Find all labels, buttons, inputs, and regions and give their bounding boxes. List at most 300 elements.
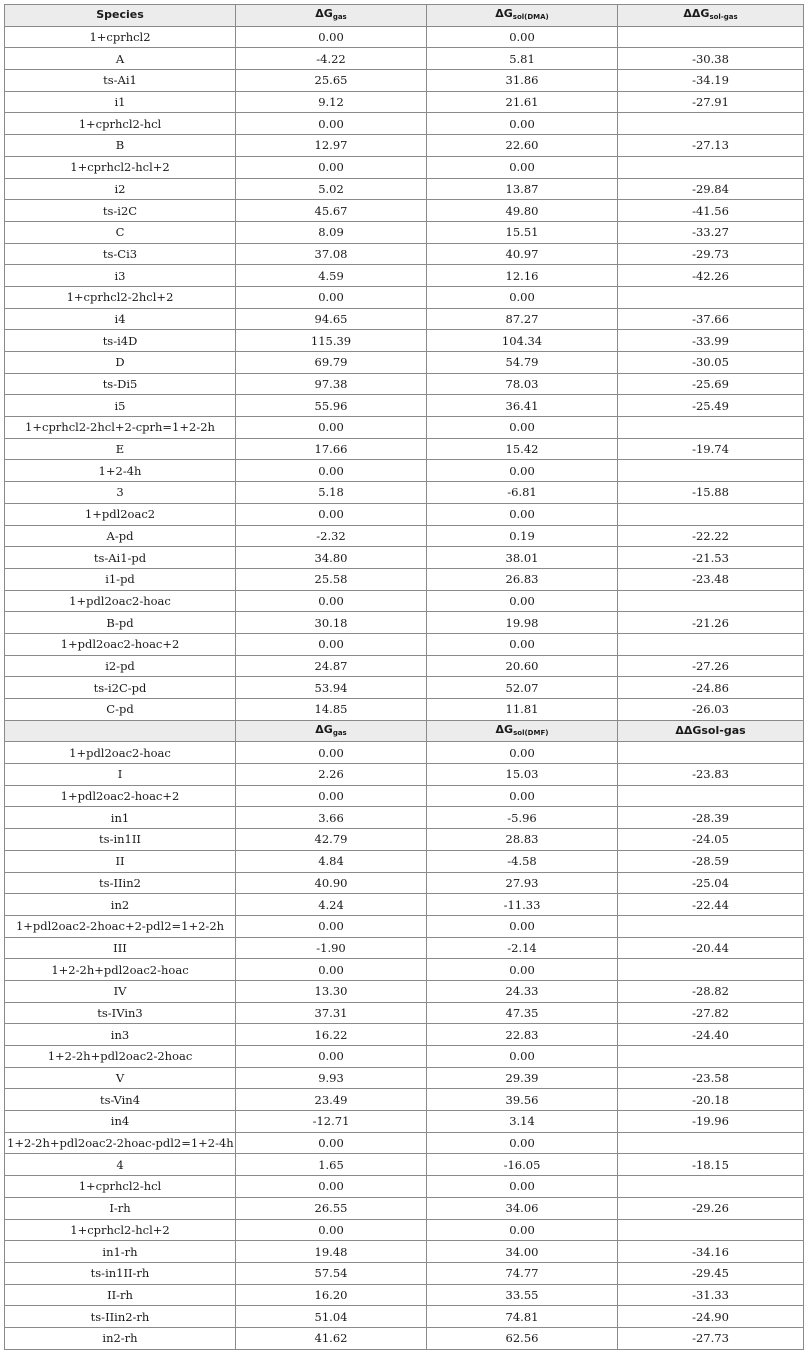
g-gas-cell: 12.97 <box>236 135 427 157</box>
table-row <box>5 352 804 374</box>
table-row <box>5 1306 804 1328</box>
g-gas-cell: 9.12 <box>236 91 427 113</box>
g-gas-cell: 0.00 <box>236 1046 427 1068</box>
g-gas-cell: 13.30 <box>236 980 427 1002</box>
species-cell: V <box>5 1067 236 1089</box>
species-cell: in2-rh <box>5 1327 236 1349</box>
table-row <box>5 959 804 981</box>
g-sol-cell: 12.16 <box>427 265 618 287</box>
g-gas-cell: 0.00 <box>236 633 427 655</box>
g-sol-cell: -5.96 <box>427 807 618 829</box>
g-sol-cell: 0.00 <box>427 915 618 937</box>
dd-g-cell: -23.83 <box>618 764 804 786</box>
species-cell: ts-IVin3 <box>5 1002 236 1024</box>
g-gas-cell: 53.94 <box>236 677 427 699</box>
species-cell: 4 <box>5 1154 236 1176</box>
g-gas-cell: 4.59 <box>236 265 427 287</box>
dd-g-cell: -15.88 <box>618 482 804 504</box>
g-gas-cell: 3.66 <box>236 807 427 829</box>
table-row <box>5 1067 804 1089</box>
g-sol-cell: 0.00 <box>427 590 618 612</box>
dd-g-cell: -24.90 <box>618 1306 804 1328</box>
dd-g-cell: -33.99 <box>618 330 804 352</box>
table-row <box>5 1089 804 1111</box>
dd-g-cell <box>618 1132 804 1154</box>
g-sol-cell: 0.00 <box>427 785 618 807</box>
g-gas-cell: 0.00 <box>236 286 427 308</box>
species-cell: I <box>5 764 236 786</box>
species-cell: ts-Ci3 <box>5 243 236 265</box>
g-gas-cell: 19.48 <box>236 1241 427 1263</box>
g-sol-cell: 5.81 <box>427 48 618 70</box>
g-sol-cell: 22.60 <box>427 135 618 157</box>
g-gas-cell: 0.00 <box>236 503 427 525</box>
g-gas-cell: 94.65 <box>236 308 427 330</box>
species-cell: ts-i2C-pd <box>5 677 236 699</box>
table-row <box>5 677 804 699</box>
dd-g-cell: -25.49 <box>618 395 804 417</box>
dd-g-cell: -25.69 <box>618 373 804 395</box>
species-cell: 1+pdl2oac2-hoac <box>5 742 236 764</box>
table-row <box>5 1327 804 1349</box>
header-g-gas: $\Delta G_{gas}$ <box>236 5 427 27</box>
g-sol-cell: 21.61 <box>427 91 618 113</box>
species-cell: ts-i2C <box>5 200 236 222</box>
species-cell: B <box>5 135 236 157</box>
g-gas-cell: 0.00 <box>236 156 427 178</box>
dd-g-cell: -21.53 <box>618 547 804 569</box>
species-cell: 1+cprhcl2-hcl+2 <box>5 1219 236 1241</box>
table-row <box>5 438 804 460</box>
g-sol-cell: 31.86 <box>427 70 618 92</box>
header-g-gas: $\Delta G_{gas}$ <box>236 720 427 742</box>
g-gas-cell: 9.93 <box>236 1067 427 1089</box>
table-row <box>5 785 804 807</box>
table-row <box>5 200 804 222</box>
g-gas-cell: 55.96 <box>236 395 427 417</box>
g-gas-cell: 1.65 <box>236 1154 427 1176</box>
species-cell: 1+2-2h+pdl2oac2-hoac <box>5 959 236 981</box>
g-sol-cell: -4.58 <box>427 850 618 872</box>
dd-g-cell: -30.38 <box>618 48 804 70</box>
dd-g-cell: -22.44 <box>618 894 804 916</box>
dd-g-cell: -28.59 <box>618 850 804 872</box>
dd-g-cell: -27.73 <box>618 1327 804 1349</box>
g-gas-cell: 0.00 <box>236 1219 427 1241</box>
g-sol-cell: 39.56 <box>427 1089 618 1111</box>
g-sol-cell: 0.00 <box>427 503 618 525</box>
g-sol-cell: 15.51 <box>427 221 618 243</box>
dd-g-cell <box>618 156 804 178</box>
species-cell: i5 <box>5 395 236 417</box>
dd-g-cell: -30.05 <box>618 352 804 374</box>
species-cell: II-rh <box>5 1284 236 1306</box>
table-row <box>5 568 804 590</box>
g-sol-cell: 19.98 <box>427 612 618 634</box>
dd-g-cell: -23.48 <box>618 568 804 590</box>
table-row <box>5 178 804 200</box>
g-gas-cell: -2.32 <box>236 525 427 547</box>
species-cell: 1+2-2h+pdl2oac2-2hoac-pdl2=1+2-4h <box>5 1132 236 1154</box>
species-cell: ts-IIin2 <box>5 872 236 894</box>
table-row <box>5 26 804 48</box>
table-row <box>5 764 804 786</box>
g-sol-cell: 20.60 <box>427 655 618 677</box>
species-cell: 1+cprhcl2-2hcl+2-cprh=1+2-2h <box>5 417 236 439</box>
dd-g-cell <box>618 915 804 937</box>
dd-g-cell <box>618 1046 804 1068</box>
g-gas-cell: 0.00 <box>236 959 427 981</box>
g-sol-cell: 47.35 <box>427 1002 618 1024</box>
g-sol-cell: 0.00 <box>427 633 618 655</box>
g-sol-cell: 0.00 <box>427 1176 618 1198</box>
dd-g-cell: -19.74 <box>618 438 804 460</box>
g-sol-cell: -16.05 <box>427 1154 618 1176</box>
g-sol-cell: 15.03 <box>427 764 618 786</box>
species-cell: 1+2-4h <box>5 460 236 482</box>
table-row <box>5 699 804 721</box>
g-sol-cell: 104.34 <box>427 330 618 352</box>
free-energy-table <box>4 4 804 1350</box>
g-gas-cell: 17.66 <box>236 438 427 460</box>
g-gas-cell: 16.20 <box>236 1284 427 1306</box>
table-row <box>5 265 804 287</box>
g-gas-cell: 41.62 <box>236 1327 427 1349</box>
species-cell: i1-pd <box>5 568 236 590</box>
table-row <box>5 503 804 525</box>
table-row <box>5 829 804 851</box>
table-row <box>5 48 804 70</box>
g-sol-cell: 0.00 <box>427 1046 618 1068</box>
dd-g-cell: -26.03 <box>618 699 804 721</box>
g-sol-cell: 52.07 <box>427 677 618 699</box>
g-gas-cell: 0.00 <box>236 785 427 807</box>
g-sol-cell: -6.81 <box>427 482 618 504</box>
species-cell: 1+pdl2oac2-hoac <box>5 590 236 612</box>
species-cell: ts-in1II <box>5 829 236 851</box>
g-gas-cell: 0.00 <box>236 1132 427 1154</box>
table-row <box>5 1197 804 1219</box>
table-row <box>5 807 804 829</box>
dd-g-cell <box>618 1176 804 1198</box>
species-cell: i1 <box>5 91 236 113</box>
g-sol-cell: 0.00 <box>427 113 618 135</box>
dd-g-cell: -42.26 <box>618 265 804 287</box>
dd-g-cell: -22.22 <box>618 525 804 547</box>
species-cell: i2-pd <box>5 655 236 677</box>
species-cell: ts-i4D <box>5 330 236 352</box>
g-sol-cell: 74.81 <box>427 1306 618 1328</box>
table-row <box>5 742 804 764</box>
dd-g-cell: -29.73 <box>618 243 804 265</box>
g-gas-cell: 0.00 <box>236 742 427 764</box>
table-row <box>5 1046 804 1068</box>
table-row <box>5 655 804 677</box>
g-sol-cell: 54.79 <box>427 352 618 374</box>
dd-g-cell: -19.96 <box>618 1111 804 1133</box>
table-row <box>5 1176 804 1198</box>
g-sol-cell: 0.00 <box>427 1132 618 1154</box>
dd-g-cell <box>618 26 804 48</box>
dd-g-cell: -28.39 <box>618 807 804 829</box>
table-row <box>5 395 804 417</box>
g-sol-cell: 15.42 <box>427 438 618 460</box>
dd-g-cell <box>618 742 804 764</box>
g-sol-cell: 87.27 <box>427 308 618 330</box>
species-cell: ts-Di5 <box>5 373 236 395</box>
table-row <box>5 1262 804 1284</box>
dd-g-cell <box>618 417 804 439</box>
g-sol-cell: -2.14 <box>427 937 618 959</box>
dd-g-cell <box>618 959 804 981</box>
g-gas-cell: -12.71 <box>236 1111 427 1133</box>
g-sol-cell: 0.00 <box>427 26 618 48</box>
header-g-sol-dmf: $\Delta G_{sol(DMF)}$ <box>427 720 618 742</box>
g-gas-cell: 37.08 <box>236 243 427 265</box>
table-row <box>5 980 804 1002</box>
g-sol-cell: 74.77 <box>427 1262 618 1284</box>
g-gas-cell: 37.31 <box>236 1002 427 1024</box>
table-row <box>5 1002 804 1024</box>
species-cell: A <box>5 48 236 70</box>
table-row <box>5 221 804 243</box>
g-gas-cell: 4.84 <box>236 850 427 872</box>
species-cell: ts-Vin4 <box>5 1089 236 1111</box>
table-row <box>5 417 804 439</box>
dd-g-cell <box>618 460 804 482</box>
species-cell: IV <box>5 980 236 1002</box>
g-sol-cell: 36.41 <box>427 395 618 417</box>
dd-g-cell <box>618 286 804 308</box>
species-cell: 1+pdl2oac2-hoac+2 <box>5 633 236 655</box>
g-gas-cell: 45.67 <box>236 200 427 222</box>
g-sol-cell: 0.00 <box>427 959 618 981</box>
species-cell: i3 <box>5 265 236 287</box>
g-gas-cell: 5.18 <box>236 482 427 504</box>
dd-g-cell: -20.44 <box>618 937 804 959</box>
species-cell: i4 <box>5 308 236 330</box>
species-cell: E <box>5 438 236 460</box>
table-row <box>5 1024 804 1046</box>
species-cell: II <box>5 850 236 872</box>
species-cell: 1+2-2h+pdl2oac2-2hoac <box>5 1046 236 1068</box>
g-sol-cell: 49.80 <box>427 200 618 222</box>
species-cell: 1+pdl2oac2-2hoac+2-pdl2=1+2-2h <box>5 915 236 937</box>
g-sol-cell: 0.00 <box>427 286 618 308</box>
species-cell: in2 <box>5 894 236 916</box>
g-gas-cell: 26.55 <box>236 1197 427 1219</box>
dd-g-cell: -27.91 <box>618 91 804 113</box>
dd-g-cell: -27.26 <box>618 655 804 677</box>
g-gas-cell: 0.00 <box>236 26 427 48</box>
dd-g-cell <box>618 785 804 807</box>
g-sol-cell: 0.00 <box>427 742 618 764</box>
species-cell: 3 <box>5 482 236 504</box>
species-cell: ts-Ai1-pd <box>5 547 236 569</box>
dd-g-cell: -29.84 <box>618 178 804 200</box>
g-gas-cell: 25.58 <box>236 568 427 590</box>
table-row <box>5 633 804 655</box>
header-species: Species <box>5 5 236 27</box>
species-cell: 1+cprhcl2 <box>5 26 236 48</box>
species-cell: C <box>5 221 236 243</box>
dd-g-cell: -29.26 <box>618 1197 804 1219</box>
dd-g-cell: -33.27 <box>618 221 804 243</box>
g-gas-cell: 0.00 <box>236 417 427 439</box>
table-row <box>5 243 804 265</box>
header-dd-g-sol-gas: ΔΔGsol-gas <box>618 720 804 742</box>
energy-table-document <box>4 4 803 1350</box>
species-cell: ts-IIin2-rh <box>5 1306 236 1328</box>
table-row <box>5 894 804 916</box>
g-sol-cell: 28.83 <box>427 829 618 851</box>
g-gas-cell: 97.38 <box>236 373 427 395</box>
table-row <box>5 1111 804 1133</box>
dd-g-cell <box>618 590 804 612</box>
g-gas-cell: 34.80 <box>236 547 427 569</box>
table-row <box>5 1241 804 1263</box>
dd-g-cell: -34.19 <box>618 70 804 92</box>
species-cell: in3 <box>5 1024 236 1046</box>
dd-g-cell: -37.66 <box>618 308 804 330</box>
species-cell: in1-rh <box>5 1241 236 1263</box>
g-sol-cell: 34.06 <box>427 1197 618 1219</box>
species-cell: 1+cprhcl2-2hcl+2 <box>5 286 236 308</box>
dd-g-cell: -24.05 <box>618 829 804 851</box>
g-gas-cell: 30.18 <box>236 612 427 634</box>
g-gas-cell: 0.00 <box>236 915 427 937</box>
g-sol-cell: 0.00 <box>427 1219 618 1241</box>
species-cell: B-pd <box>5 612 236 634</box>
dd-g-cell: -28.82 <box>618 980 804 1002</box>
dd-g-cell <box>618 503 804 525</box>
dd-g-cell: -27.13 <box>618 135 804 157</box>
table-row <box>5 612 804 634</box>
g-sol-cell: 62.56 <box>427 1327 618 1349</box>
table-row <box>5 1132 804 1154</box>
dd-g-cell: -24.86 <box>618 677 804 699</box>
g-gas-cell: 8.09 <box>236 221 427 243</box>
dd-g-cell: -27.82 <box>618 1002 804 1024</box>
dd-g-cell: -29.45 <box>618 1262 804 1284</box>
species-cell: 1+cprhcl2-hcl <box>5 1176 236 1198</box>
g-sol-cell: 78.03 <box>427 373 618 395</box>
species-cell: in1 <box>5 807 236 829</box>
species-cell: C-pd <box>5 699 236 721</box>
g-gas-cell: 23.49 <box>236 1089 427 1111</box>
g-sol-cell: 11.81 <box>427 699 618 721</box>
g-sol-cell: 27.93 <box>427 872 618 894</box>
table-row <box>5 872 804 894</box>
g-sol-cell: 0.00 <box>427 460 618 482</box>
g-gas-cell: 0.00 <box>236 113 427 135</box>
species-cell: ts-in1II-rh <box>5 1262 236 1284</box>
species-cell: 1+pdl2oac2-hoac+2 <box>5 785 236 807</box>
g-gas-cell: 0.00 <box>236 460 427 482</box>
dd-g-cell: -25.04 <box>618 872 804 894</box>
g-gas-cell: 14.85 <box>236 699 427 721</box>
table-row <box>5 135 804 157</box>
g-sol-cell: 29.39 <box>427 1067 618 1089</box>
species-cell: 1+pdl2oac2 <box>5 503 236 525</box>
header-dd-g-sol-gas: $\Delta\Delta G_{sol-gas}$ <box>618 5 804 27</box>
dd-g-cell: -41.56 <box>618 200 804 222</box>
species-cell: A-pd <box>5 525 236 547</box>
g-gas-cell: 69.79 <box>236 352 427 374</box>
g-gas-cell: 24.87 <box>236 655 427 677</box>
table-row <box>5 308 804 330</box>
table-row <box>5 113 804 135</box>
species-cell: 1+cprhcl2-hcl+2 <box>5 156 236 178</box>
table-row <box>5 482 804 504</box>
g-gas-cell: 51.04 <box>236 1306 427 1328</box>
dd-g-cell <box>618 633 804 655</box>
g-sol-cell: 0.00 <box>427 156 618 178</box>
g-sol-cell: 3.14 <box>427 1111 618 1133</box>
g-sol-cell: 24.33 <box>427 980 618 1002</box>
table-row <box>5 70 804 92</box>
dd-g-cell: -24.40 <box>618 1024 804 1046</box>
g-gas-cell: 0.00 <box>236 590 427 612</box>
species-cell: I-rh <box>5 1197 236 1219</box>
species-cell: i2 <box>5 178 236 200</box>
table-row <box>5 915 804 937</box>
g-sol-cell: 38.01 <box>427 547 618 569</box>
g-gas-cell: -1.90 <box>236 937 427 959</box>
g-gas-cell: 16.22 <box>236 1024 427 1046</box>
g-gas-cell: 0.00 <box>236 1176 427 1198</box>
dd-g-cell: -34.16 <box>618 1241 804 1263</box>
g-sol-cell: 0.00 <box>427 417 618 439</box>
dd-g-cell <box>618 113 804 135</box>
g-gas-cell: 115.39 <box>236 330 427 352</box>
g-sol-cell: 22.83 <box>427 1024 618 1046</box>
header-g-sol-dma: $\Delta G_{sol(DMA)}$ <box>427 5 618 27</box>
table-row <box>5 850 804 872</box>
table-row <box>5 547 804 569</box>
table-row <box>5 525 804 547</box>
g-gas-cell: 5.02 <box>236 178 427 200</box>
species-cell: D <box>5 352 236 374</box>
g-gas-cell: -4.22 <box>236 48 427 70</box>
g-sol-cell: 40.97 <box>427 243 618 265</box>
g-gas-cell: 40.90 <box>236 872 427 894</box>
g-sol-cell: 26.83 <box>427 568 618 590</box>
g-gas-cell: 25.65 <box>236 70 427 92</box>
g-sol-cell: 13.87 <box>427 178 618 200</box>
table-row <box>5 1154 804 1176</box>
g-gas-cell: 2.26 <box>236 764 427 786</box>
table-header-dma <box>5 5 804 27</box>
table-row <box>5 286 804 308</box>
table-row <box>5 373 804 395</box>
g-gas-cell: 4.24 <box>236 894 427 916</box>
table-row <box>5 1284 804 1306</box>
table-header-dmf <box>5 720 804 742</box>
table-row <box>5 937 804 959</box>
g-sol-cell: -11.33 <box>427 894 618 916</box>
g-gas-cell: 42.79 <box>236 829 427 851</box>
table-row <box>5 156 804 178</box>
g-sol-cell: 0.19 <box>427 525 618 547</box>
dd-g-cell: -23.58 <box>618 1067 804 1089</box>
table-row <box>5 91 804 113</box>
dd-g-cell: -20.18 <box>618 1089 804 1111</box>
dd-g-cell <box>618 1219 804 1241</box>
header-species-blank <box>5 720 236 742</box>
g-sol-cell: 34.00 <box>427 1241 618 1263</box>
g-gas-cell: 57.54 <box>236 1262 427 1284</box>
